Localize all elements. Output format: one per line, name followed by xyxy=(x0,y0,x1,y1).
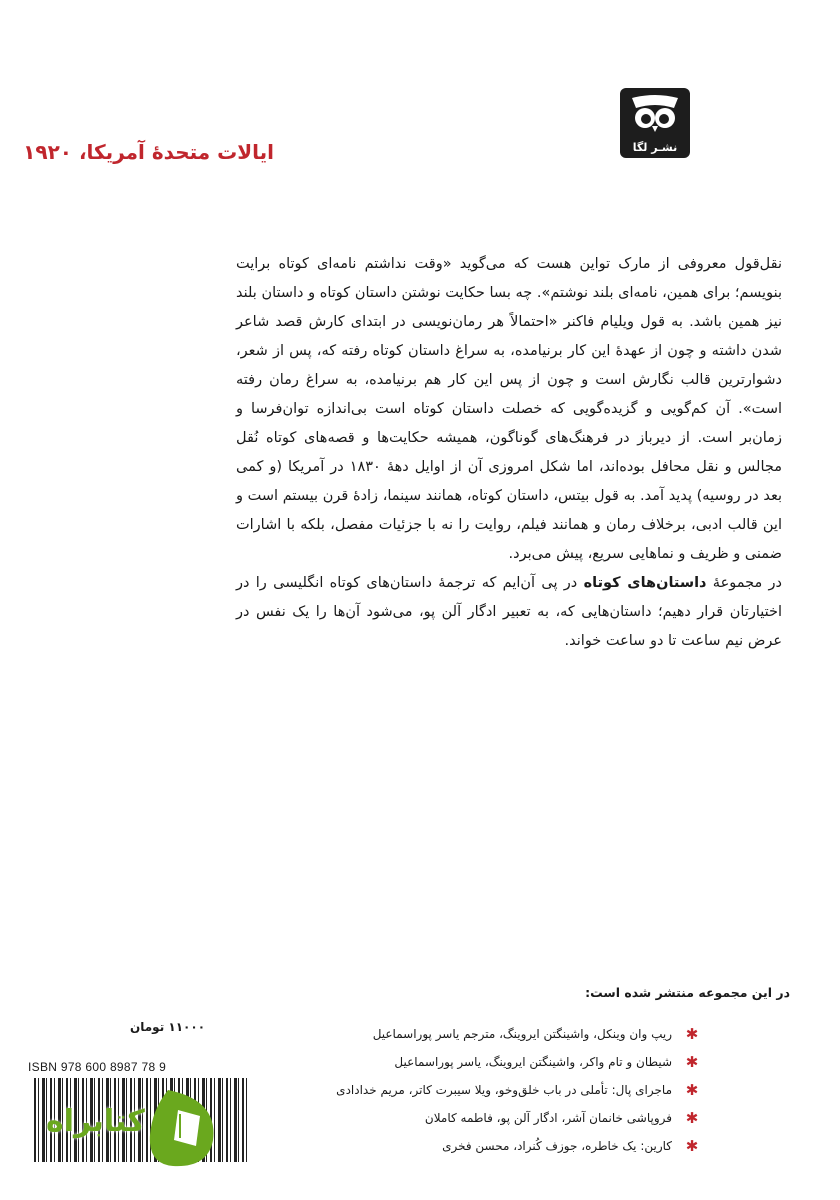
publisher-logo xyxy=(620,88,690,158)
blurb-p2-prefix: در مجموعهٔ xyxy=(706,575,783,591)
price: ۱۱۰۰۰ تومان xyxy=(130,1020,206,1034)
blurb-paragraph-1: نقل‌قول معروفی از مارک تواین هست که می‌گوید «وقت نداشتم نامه‌ای کوتاه برایت بنویسم؛ برای همین، نامه‌ای بلند نوشتم». چه بسا حکایت نوشتن داستان کوتاه و داستان بلند نیز همین باشد. به قول ویلیام فاکنر «احتمالاً هر رمان‌نویسی در ابتدای کارش قصد شاعر شدن داشته و چون از عهدهٔ این کار برنیامده، به سراغ داستان کوتاه رفته که، پس از شعر، دشوارترین قالب نگارش است و چون از پس این کار هم برنیامده، به سراغ رمان رفته است». آن کم‌گویی و گزیده‌گویی که خصلت داستان کوتاه است بی‌اندازه توان‌فرسا و زمان‌بر است. از دیرباز در فرهنگ‌های گوناگون، همیشه حکایت‌ها و قصه‌های کوتاه نُقل مجالس و نقل محافل بوده‌اند، اما شکل امروزی آن از اوایل دههٔ ۱۸۳۰ در آمریکا (و کمی بعد در روسیه) پدید آمد. به قول بیتس، داستان کوتاه، همانند سینما، زادهٔ قرن بیستم است و این قالب ادبی، برخلاف رمان و همانند فیلم، روایت را نه با جزئیات مفصل، بلکه با اشارات ضمنی و ظریف و نماهایی سریع، پیش می‌برد. xyxy=(236,256,782,562)
series-item xyxy=(300,1076,700,1104)
isbn-number: ISBN 978 600 8987 78 9 xyxy=(28,1060,167,1074)
asterisk-icon: ✱ xyxy=(685,1053,699,1071)
store-badge xyxy=(18,1080,218,1170)
series-item-text: ماجرای پال: تأملی در باب خلق‌وخو، ویلا سیبرت کاتر، مریم خدادادی xyxy=(336,1083,672,1097)
owl-icon xyxy=(628,94,682,134)
series-item xyxy=(300,1020,700,1048)
series-item-text: ریپ وان وینکل، واشینگتن ایروینگ، مترجم یاسر پوراسماعیل xyxy=(372,1027,672,1041)
blurb-paragraph-2 xyxy=(236,569,782,656)
series-item xyxy=(300,1048,700,1076)
blurb-p2-suffix: در پی آن‌ایم که ترجمهٔ داستان‌های کوتاه انگلیسی را در اختیارتان قرار دهیم؛ داستان‌هایی که، به تعبیر ادگار آلن پو، می‌شود آن‌ها را یک نفس در عرض نیم ساعت تا دو ساعت خواند. xyxy=(236,575,782,649)
asterisk-icon: ✱ xyxy=(685,1137,699,1155)
asterisk-icon: ✱ xyxy=(685,1109,699,1127)
series-item-text: شیطان و تام واکر، واشینگتن ایروینگ، یاسر پوراسماعیل xyxy=(394,1055,672,1069)
series-heading: در این مجموعه منتشر شده است: xyxy=(585,985,790,1000)
blurb xyxy=(236,250,782,656)
series-list xyxy=(300,1020,700,1160)
series-item xyxy=(300,1104,700,1132)
series-name-bold: داستان‌های کوتاه xyxy=(583,575,707,591)
series-item-text: فروپاشی خانمان آشر، ادگار آلن پو، فاطمه کاملان xyxy=(424,1111,672,1125)
cover-subtitle: ایالات متحدهٔ آمریکا، ۱۹۲۰ xyxy=(23,140,274,164)
asterisk-icon: ✱ xyxy=(685,1025,699,1043)
asterisk-icon: ✱ xyxy=(685,1081,699,1099)
series-item-text: کارین: یک خاطره، جوزف کُنراد، محسن فخری xyxy=(442,1139,672,1153)
publisher-name: نشـر لگا xyxy=(632,141,678,154)
store-name: کتابراه xyxy=(46,1104,145,1139)
series-item xyxy=(300,1132,700,1160)
